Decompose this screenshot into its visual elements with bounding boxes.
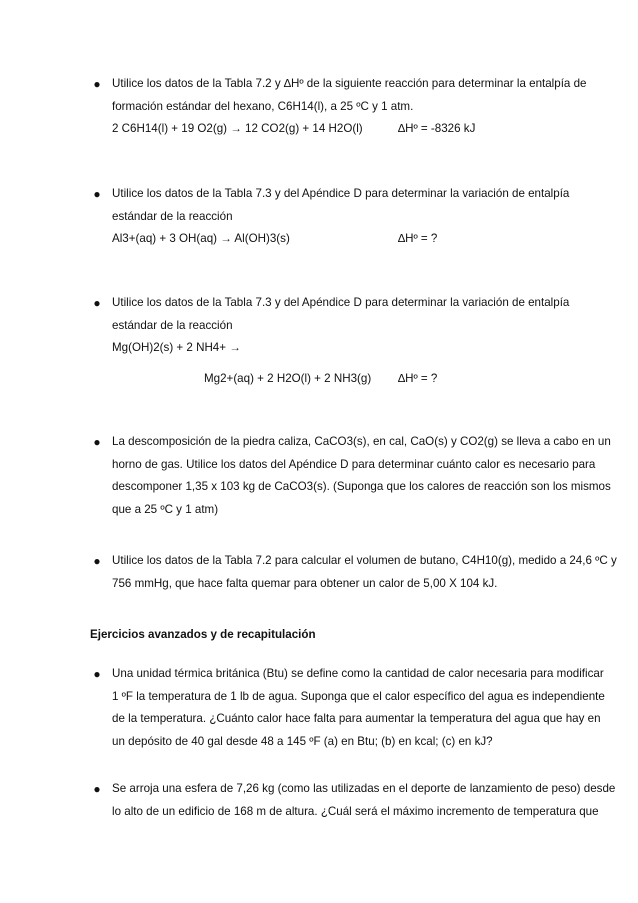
equation-line: Mg(OH)2(s) + 2 NH4+ →: [112, 341, 241, 354]
text-line: 756 mmHg, que hace falta quemar para obtener un calor de 5,00 X 104 kJ.: [112, 576, 498, 590]
bullet-icon: ●: [93, 667, 101, 681]
text-line: un depósito de 40 gal desde 48 a 145 ºF (a) en Btu; (b) en kcal; (c) en kJ?: [112, 734, 493, 748]
equation: Al3+(aq) + 3 OH(aq) → Al(OH)3(s): [112, 232, 290, 245]
text-line: Se arroja una esfera de 7,26 kg (como las utilizadas en el deporte de lanzamiento de peso) desde: [112, 782, 616, 795]
text-line: Utilice los datos de la Tabla 7.2 para calcular el volumen de butano, C4H10(g), medido a 24,6 ºC y: [112, 554, 617, 567]
text-line: Utilice los datos de la Tabla 7.3 y del Apéndice D para determinar la variación de entalpía: [112, 296, 570, 309]
text-line: Una unidad térmica británica (Btu) se define como la cantidad de calor necesaria para modificar: [112, 667, 604, 680]
equation: 2 C6H14(l) + 19 O2(g) → 12 CO2(g) + 14 H2O(l): [112, 122, 363, 135]
section-heading: Ejercicios avanzados y de recapitulación: [90, 628, 316, 641]
enthalpy-value: ∆Hº = ?: [398, 232, 438, 245]
exercise-item: [90, 183, 582, 251]
enthalpy-value: ∆Hº = -8326 kJ: [398, 122, 476, 135]
text-line: formación estándar del hexano, C6H14(l), a 25 ºC y 1 atm.: [112, 99, 414, 113]
bullet-icon: ●: [93, 435, 101, 449]
bullet-icon: ●: [93, 77, 101, 91]
exercise-item: [90, 431, 611, 521]
exercise-item: [90, 663, 605, 753]
bullet-icon: ●: [93, 296, 101, 310]
text-line: 1 ºF la temperatura de 1 lb de agua. Suponga que el calor específico del agua es independiente: [112, 689, 605, 703]
equation-line: [112, 368, 582, 391]
text-line: estándar de la reacción: [112, 209, 233, 223]
text-line: horno de gas. Utilice los datos del Apéndice D para determinar cuánto calor es necesario para: [112, 457, 596, 471]
text-line: descomponer 1,35 x 103 kg de CaCO3(s). (Suponga que los calores de reacción son los mismos: [112, 480, 611, 493]
text-line: estándar de la reacción: [112, 318, 233, 332]
bullet-icon: ●: [93, 554, 101, 568]
exercise-item: [90, 73, 587, 141]
text-line: La descomposición de la piedra caliza, CaCO3(s), en cal, CaO(s) y CO2(g) se lleva a cabo en un: [112, 435, 611, 448]
exercise-item: [90, 292, 582, 390]
bullet-icon: ●: [93, 782, 101, 796]
bullet-icon: ●: [93, 187, 101, 201]
exercise-item: [90, 778, 616, 823]
text-line: que a 25 ºC y 1 atm): [112, 502, 219, 516]
text-line: de la temperatura. ¿Cuánto calor hace falta para aumentar la temperatura del agua que hay en: [112, 712, 601, 725]
text-line: lo alto de un edificio de 168 m de altura. ¿Cuál será el máximo incremento de temperatura que: [112, 804, 599, 818]
enthalpy-value: ∆Hº = ?: [398, 371, 438, 385]
exercise-item: [90, 550, 617, 595]
equation: Mg2+(aq) + 2 H2O(l) + 2 NH3(g): [204, 371, 372, 385]
equation-line: [112, 228, 582, 251]
equation-line: [112, 118, 582, 141]
text-line: Utilice los datos de la Tabla 7.2 y ∆Hº de la siguiente reacción para determinar la entalpía de: [112, 77, 587, 90]
text-line: Utilice los datos de la Tabla 7.3 y del Apéndice D para determinar la variación de entalpía: [112, 187, 570, 200]
